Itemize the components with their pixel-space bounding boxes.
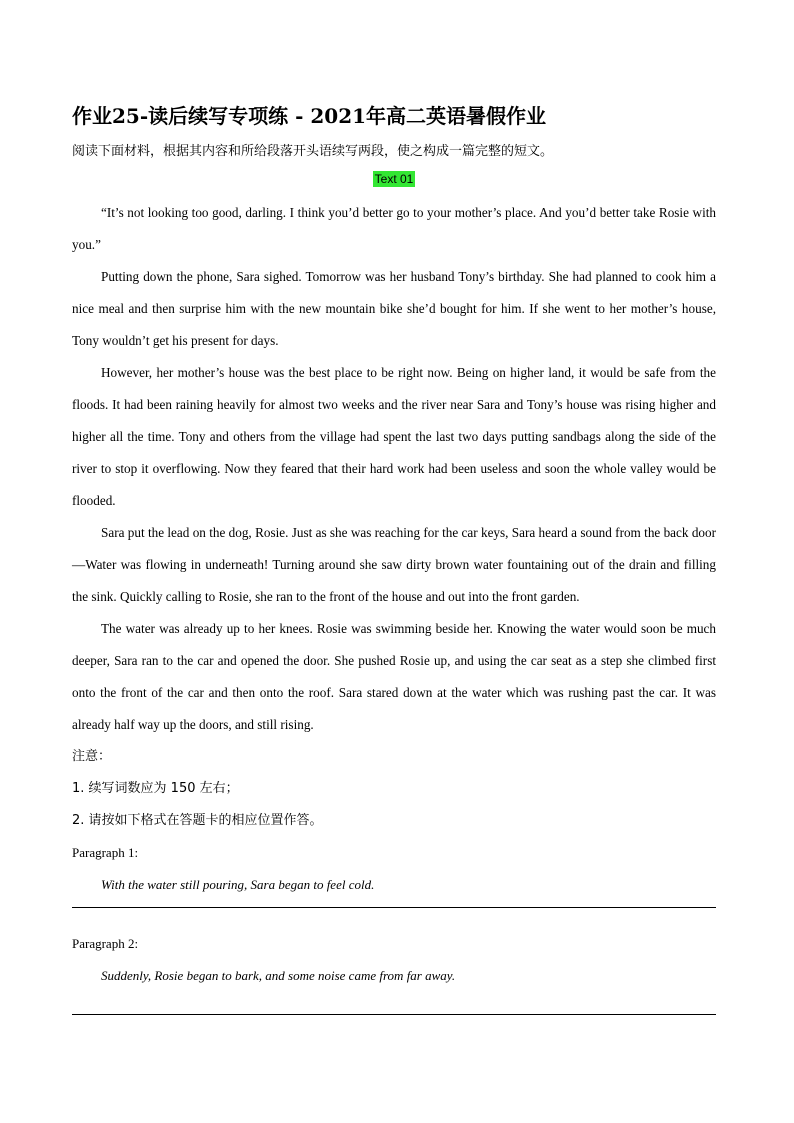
- passage-paragraph: However, her mother’s house was the best place to be right now. Being on higher land, it would be safe from the floods. It had been raining heavily for almost two weeks and the river near Sara and Tony’s house was rising higher and higher all the time. Tony and others from the village had spent the last two days putting sandbags along the side of the river to stop it overflowing. Now they feared that their hard work had been useless and soon the whole valley would be flooded.: [72, 365, 716, 508]
- notes-section: [72, 741, 716, 837]
- paragraph-1-opening: With the water still pouring, Sara began to feel cold.: [101, 877, 375, 892]
- paragraph-1-block: [72, 837, 716, 908]
- paragraph-2-block: [72, 928, 716, 1015]
- passage-paragraph: Putting down the phone, Sara sighed. Tomorrow was her husband Tony’s birthday. She had planned to cook him a nice meal and then surprise him with the new mountain bike she’d bought for him. If she went to her mother’s house, Tony wouldn’t get his present for days.: [72, 269, 716, 348]
- reading-passage: [72, 197, 716, 741]
- answer-line: [72, 907, 716, 908]
- paragraph-2-label: Paragraph 2:: [72, 936, 139, 951]
- text-label-highlight: Text 01: [374, 172, 414, 186]
- passage-paragraph: The water was already up to her knees. Rosie was swimming beside her. Knowing the water would soon be much deeper, Sara ran to the car and opened the door. She pushed Rosie up, and using the car seat as a step she climbed first onto the front of the car and then onto the roof. Sara stared down at the water which was rushing past the car. It was already half way up the doors, and still rising.: [72, 621, 716, 732]
- notes-heading: 注意：: [72, 749, 112, 764]
- paragraph-2-opening: Suddenly, Rosie began to bark, and some noise came from far away.: [101, 968, 456, 983]
- paragraph-1-label: Paragraph 1:: [72, 845, 139, 860]
- answer-line: [72, 1014, 716, 1015]
- task-instruction: 阅读下面材料，根据其内容和所给段落开头语续写两段，使之构成一篇完整的短文。: [72, 144, 554, 159]
- notes-item: 1. 续写词数应为 150 左右；: [72, 781, 239, 796]
- text-label-row: [72, 170, 716, 188]
- notes-item: 2. 请按如下格式在答题卡的相应位置作答。: [72, 813, 323, 828]
- passage-paragraph: Sara put the lead on the dog, Rosie. Just as she was reaching for the car keys, Sara heard a sound from the back door—Water was flowing in underneath! Turning around she saw dirty brown water fountaining out of the drain and filling the sink. Quickly calling to Rosie, she ran to the front of the house and out into the front garden.: [72, 525, 716, 604]
- page-title: 作业25-读后续写专项练 - 2021年高二英语暑假作业: [72, 104, 547, 128]
- passage-paragraph: “It’s not looking too good, darling. I think you’d better go to your mother’s place. And you’d better take Rosie with you.”: [72, 205, 716, 252]
- document-page: [72, 100, 716, 1035]
